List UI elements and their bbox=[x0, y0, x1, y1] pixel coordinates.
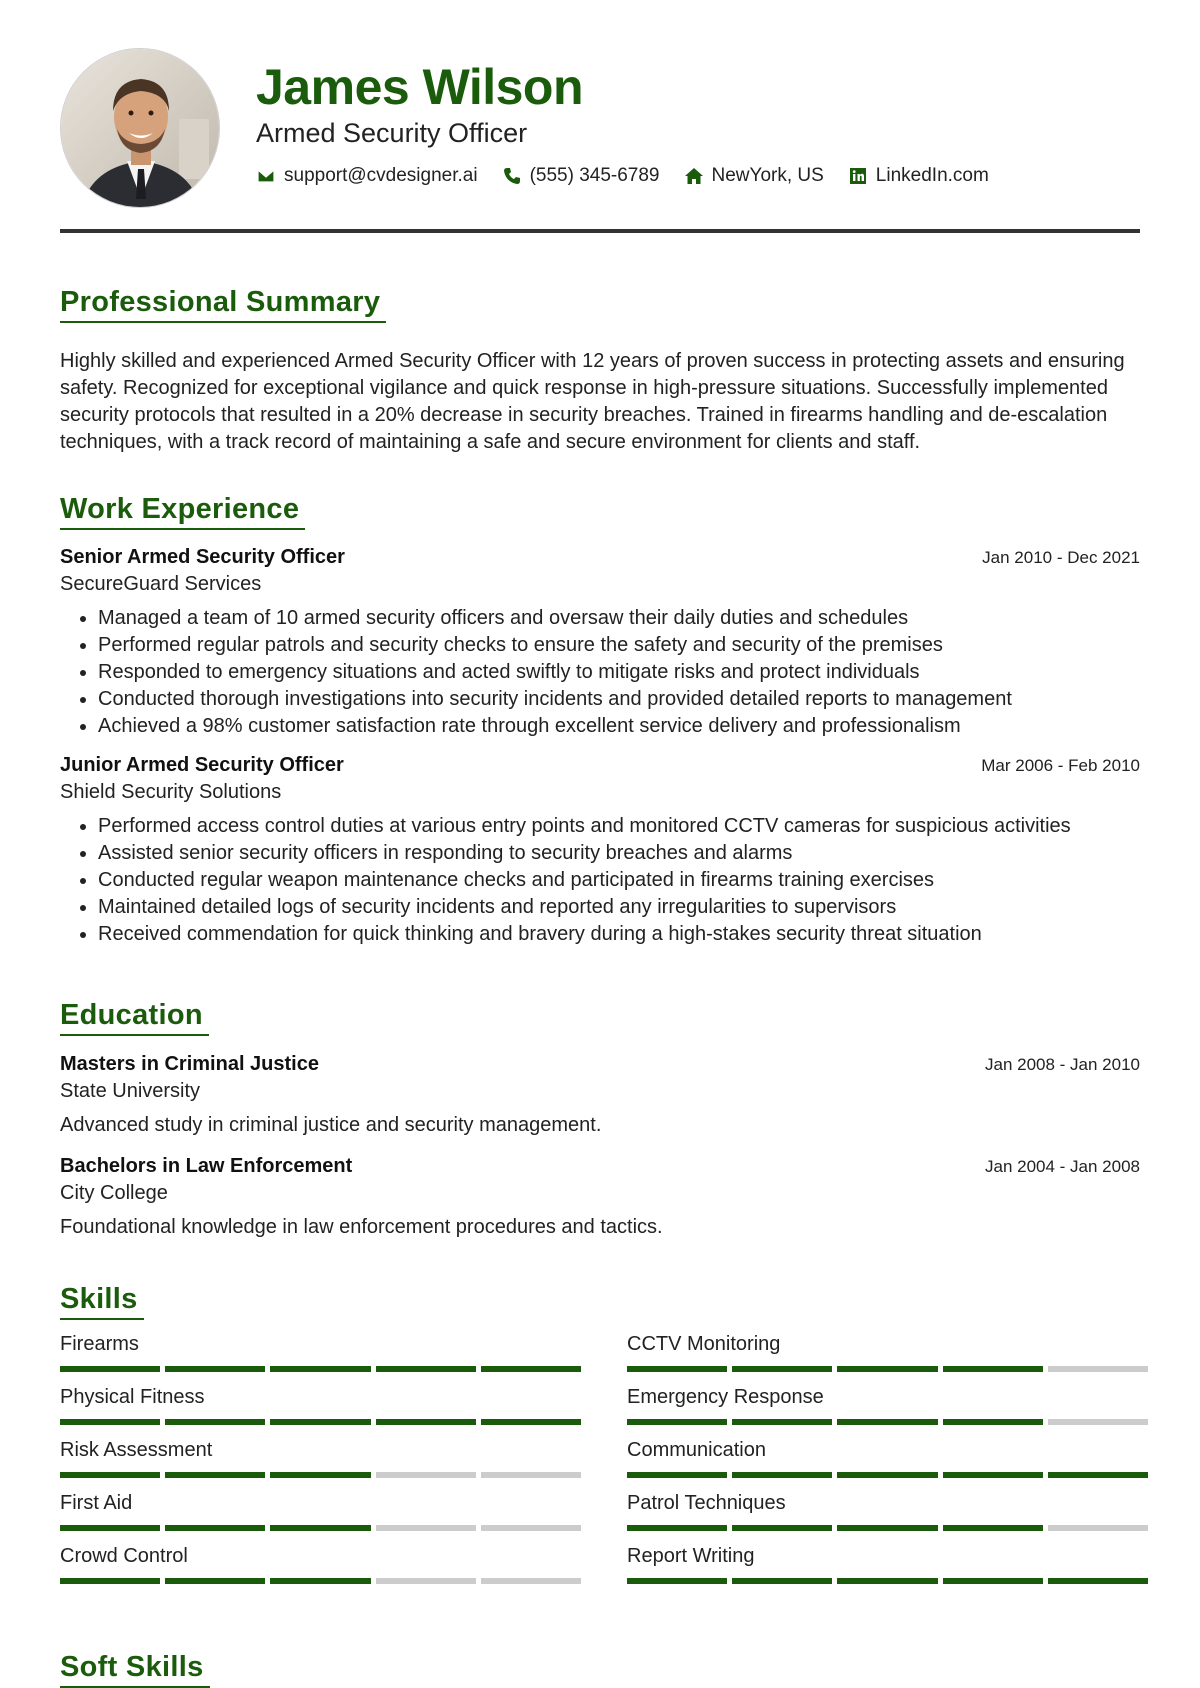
skill-level-segment-empty bbox=[481, 1578, 581, 1584]
skill-level-segment-filled bbox=[943, 1419, 1043, 1425]
skill-level-segment-filled bbox=[1048, 1472, 1148, 1478]
skill-name: Physical Fitness bbox=[60, 1386, 205, 1408]
skill-name: Emergency Response bbox=[627, 1386, 824, 1408]
candidate-title: Armed Security Officer bbox=[256, 118, 528, 148]
summary-text: Highly skilled and experienced Armed Security Officer with 12 years of proven success in protecting assets and ensuring safety. Recognized for exceptional vigilance and quick response in high-pressure situations. Successfully implemented security protocols that resulted in a 20% decrease in security breaches. Trained in firearms handling and de-escalation techniques, with a track record of maintaining a safe and secure environment for clients and staff. bbox=[60, 350, 1125, 453]
skill-name: Report Writing bbox=[627, 1545, 755, 1567]
skill-name: Patrol Techniques bbox=[627, 1492, 786, 1514]
skill-level-segment-filled bbox=[732, 1472, 832, 1478]
skill-name: Firearms bbox=[60, 1333, 139, 1355]
skill-level-segment-filled bbox=[732, 1366, 832, 1372]
location-text: NewYork, US bbox=[711, 165, 824, 186]
candidate-name: James Wilson bbox=[256, 59, 584, 115]
skill-level-segment-filled bbox=[165, 1578, 265, 1584]
skill-level-segment-filled bbox=[270, 1525, 370, 1531]
envelope-icon bbox=[256, 166, 276, 186]
job-dates: Jan 2010 - Dec 2021 bbox=[982, 548, 1140, 567]
skill-item bbox=[60, 1545, 581, 1584]
skill-item bbox=[60, 1492, 581, 1531]
skill-name: CCTV Monitoring bbox=[627, 1333, 781, 1355]
skill-level-segment-filled bbox=[270, 1366, 370, 1372]
skill-level-segment-filled bbox=[270, 1578, 370, 1584]
skill-level-bar bbox=[627, 1525, 1148, 1531]
skill-level-segment-filled bbox=[60, 1578, 160, 1584]
job-entry bbox=[60, 754, 1140, 948]
skill-level-segment-empty bbox=[1048, 1419, 1148, 1425]
education-description: Foundational knowledge in law enforcement procedures and tactics. bbox=[60, 1216, 663, 1238]
resume-header bbox=[60, 0, 1140, 233]
job-bullet: • Received commendation for quick thinking and bravery during a high-stakes security threat situation bbox=[98, 921, 1140, 948]
skill-level-segment-filled bbox=[837, 1366, 937, 1372]
skill-level-segment-filled bbox=[376, 1419, 476, 1425]
skill-level-segment-filled bbox=[165, 1366, 265, 1372]
skill-item bbox=[60, 1333, 581, 1372]
skill-level-segment-filled bbox=[732, 1419, 832, 1425]
skill-level-segment-filled bbox=[943, 1578, 1043, 1584]
job-bullets bbox=[60, 813, 1140, 948]
skill-level-segment-filled bbox=[943, 1366, 1043, 1372]
skill-level-segment-filled bbox=[270, 1472, 370, 1478]
education-description: Advanced study in criminal justice and security management. bbox=[60, 1114, 602, 1136]
skill-level-bar bbox=[627, 1366, 1148, 1372]
job-bullet: • Conducted thorough investigations into security incidents and provided detailed reports to management bbox=[98, 686, 1140, 713]
skill-name: Risk Assessment bbox=[60, 1439, 213, 1461]
contact-row bbox=[256, 165, 989, 187]
job-bullets bbox=[60, 605, 1140, 740]
education-dates: Jan 2004 - Jan 2008 bbox=[984, 1157, 1140, 1176]
skill-level-segment-empty bbox=[481, 1472, 581, 1478]
profile-photo bbox=[60, 48, 220, 208]
skill-level-segment-filled bbox=[837, 1578, 937, 1584]
home-icon bbox=[684, 166, 704, 186]
skill-level-segment-filled bbox=[837, 1419, 937, 1425]
job-bullet: • Performed regular patrols and security checks to ensure the safety and security of the premises bbox=[98, 632, 1140, 659]
skill-level-segment-filled bbox=[943, 1472, 1043, 1478]
skills-heading: Skills bbox=[60, 1283, 144, 1320]
skills-grid bbox=[60, 1333, 1140, 1584]
skill-level-bar bbox=[627, 1472, 1148, 1478]
education-heading: Education bbox=[60, 999, 209, 1036]
skill-item bbox=[60, 1439, 581, 1478]
contact-location bbox=[684, 165, 824, 187]
skill-level-segment-filled bbox=[732, 1525, 832, 1531]
skill-level-segment-empty bbox=[376, 1472, 476, 1478]
skill-level-segment-filled bbox=[627, 1525, 727, 1531]
skill-level-segment-filled bbox=[627, 1366, 727, 1372]
header-divider bbox=[60, 229, 1140, 233]
skill-level-segment-filled bbox=[165, 1472, 265, 1478]
skill-level-bar bbox=[627, 1419, 1148, 1425]
skill-item bbox=[627, 1333, 1148, 1372]
skill-name: Communication bbox=[627, 1439, 766, 1461]
linkedin-text[interactable]: LinkedIn.com bbox=[875, 165, 989, 186]
contact-phone[interactable] bbox=[502, 165, 660, 187]
skill-level-segment-filled bbox=[943, 1525, 1043, 1531]
skill-level-segment-filled bbox=[481, 1366, 581, 1372]
profile-photo-image bbox=[61, 49, 220, 208]
skill-level-segment-filled bbox=[165, 1419, 265, 1425]
summary-heading: Professional Summary bbox=[60, 286, 386, 323]
skill-level-segment-filled bbox=[60, 1525, 160, 1531]
job-company: Shield Security Solutions bbox=[60, 781, 282, 803]
job-entry bbox=[60, 546, 1140, 740]
skill-level-segment-filled bbox=[732, 1578, 832, 1584]
skill-level-segment-empty bbox=[376, 1578, 476, 1584]
experience-section bbox=[60, 493, 1140, 948]
phone-icon bbox=[502, 166, 522, 186]
linkedin-icon bbox=[848, 166, 868, 186]
job-bullet: • Managed a team of 10 armed security officers and oversaw their daily duties and schedules bbox=[98, 605, 1140, 632]
job-bullet: • Performed access control duties at various entry points and monitored CCTV cameras for suspicious activities bbox=[98, 813, 1140, 840]
education-dates: Jan 2008 - Jan 2010 bbox=[984, 1055, 1140, 1074]
summary-section bbox=[60, 286, 1140, 456]
soft-skills-section bbox=[60, 1651, 1140, 1688]
education-entry bbox=[60, 1155, 1140, 1239]
contact-email[interactable] bbox=[256, 165, 478, 187]
skill-level-segment-filled bbox=[481, 1419, 581, 1425]
experience-heading: Work Experience bbox=[60, 493, 305, 530]
skill-name: First Aid bbox=[60, 1492, 133, 1514]
skill-item bbox=[627, 1492, 1148, 1531]
phone-text[interactable]: (555) 345-6789 bbox=[529, 165, 660, 186]
job-bullet: • Achieved a 98% customer satisfaction rate through excellent service delivery and professionalism bbox=[98, 713, 1140, 740]
skill-level-segment-empty bbox=[481, 1525, 581, 1531]
job-bullet: • Assisted senior security officers in responding to security breaches and alarms bbox=[98, 840, 1140, 867]
education-entry bbox=[60, 1053, 1140, 1137]
soft-skills-heading: Soft Skills bbox=[60, 1651, 210, 1688]
skill-level-segment-empty bbox=[1048, 1525, 1148, 1531]
degree-title: Bachelors in Law Enforcement bbox=[60, 1155, 353, 1177]
job-title: Senior Armed Security Officer bbox=[60, 546, 345, 568]
education-section bbox=[60, 999, 1140, 1239]
skill-level-segment-empty bbox=[1048, 1366, 1148, 1372]
job-dates: Mar 2006 - Feb 2010 bbox=[981, 756, 1140, 775]
job-bullet: • Conducted regular weapon maintenance checks and participated in firearms training exercises bbox=[98, 867, 1140, 894]
skill-level-bar bbox=[60, 1525, 581, 1531]
skill-level-segment-filled bbox=[60, 1366, 160, 1372]
skill-level-segment-filled bbox=[627, 1472, 727, 1478]
skill-level-bar bbox=[627, 1578, 1148, 1584]
degree-title: Masters in Criminal Justice bbox=[60, 1053, 319, 1075]
skill-level-segment-filled bbox=[1048, 1578, 1148, 1584]
skill-level-segment-filled bbox=[627, 1578, 727, 1584]
skill-level-segment-filled bbox=[60, 1472, 160, 1478]
skill-level-bar bbox=[60, 1366, 581, 1372]
job-bullet: • Maintained detailed logs of security incidents and reported any irregularities to supervisors bbox=[98, 894, 1140, 921]
school-name: City College bbox=[60, 1182, 168, 1204]
skill-level-bar bbox=[60, 1472, 581, 1478]
skill-item bbox=[627, 1439, 1148, 1478]
skill-level-segment-filled bbox=[837, 1472, 937, 1478]
skill-level-segment-filled bbox=[165, 1525, 265, 1531]
skill-item bbox=[60, 1386, 581, 1425]
skill-level-segment-filled bbox=[270, 1419, 370, 1425]
skill-level-segment-filled bbox=[627, 1419, 727, 1425]
skill-level-segment-empty bbox=[376, 1525, 476, 1531]
skill-level-bar bbox=[60, 1578, 581, 1584]
skill-item bbox=[627, 1386, 1148, 1425]
skill-level-bar bbox=[60, 1419, 581, 1425]
skill-level-segment-filled bbox=[376, 1366, 476, 1372]
skill-level-segment-filled bbox=[837, 1525, 937, 1531]
contact-linkedin[interactable] bbox=[848, 165, 989, 187]
job-title: Junior Armed Security Officer bbox=[60, 754, 344, 776]
job-bullet: • Responded to emergency situations and acted swiftly to mitigate risks and protect individuals bbox=[98, 659, 1140, 686]
skill-name: Crowd Control bbox=[60, 1545, 188, 1567]
job-company: SecureGuard Services bbox=[60, 573, 262, 595]
school-name: State University bbox=[60, 1080, 201, 1102]
skills-section bbox=[60, 1283, 1140, 1584]
email-text[interactable]: support@cvdesigner.ai bbox=[284, 165, 478, 186]
skill-item bbox=[627, 1545, 1148, 1584]
skill-level-segment-filled bbox=[60, 1419, 160, 1425]
